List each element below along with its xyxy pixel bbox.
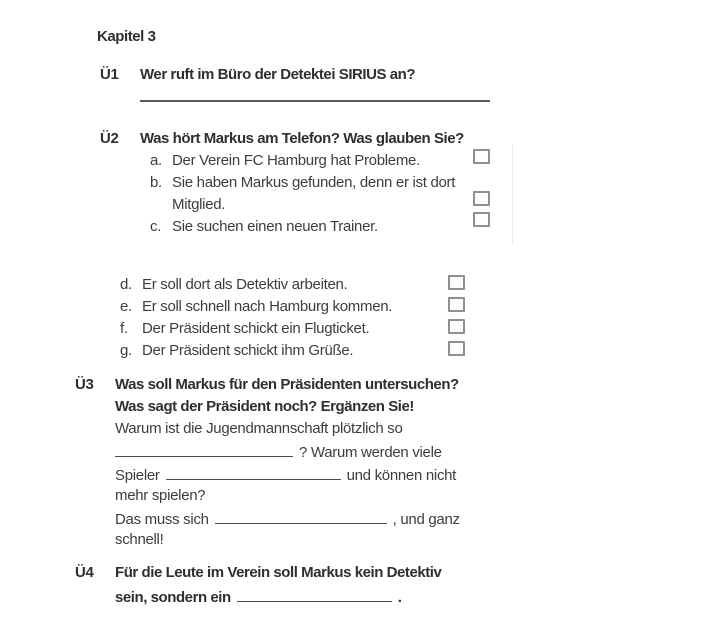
- u3-blank-3-suffix: , und ganz: [392, 511, 460, 528]
- option-e-text: Er soll schnell nach Hamburg kommen.: [142, 298, 393, 315]
- exercise-u4-label: Ü4: [75, 564, 94, 581]
- u3-text-line1: Warum ist die Jugendmannschaft plötzlich so: [115, 420, 403, 437]
- option-b-row: [150, 175, 455, 191]
- u3-blank-3[interactable]: [215, 510, 387, 524]
- exercise-u3-question-line2: Was sagt der Präsident noch? Ergänzen Sie!: [115, 398, 414, 415]
- checkbox-option-g[interactable]: [448, 341, 465, 356]
- u3-blank-1-suffix: ? Warum werden viele: [299, 444, 442, 461]
- option-a-letter: a.: [150, 152, 162, 169]
- checkbox-option-b[interactable]: [473, 191, 490, 206]
- u4-blank-suffix: .: [397, 589, 402, 606]
- u4-blank-prefix: sein, sondern ein: [115, 589, 231, 606]
- checkbox-option-a[interactable]: [473, 149, 490, 164]
- u1-answer-line[interactable]: [140, 100, 490, 102]
- exercise-u1-question: Wer ruft im Büro der Detektei SIRIUS an?: [140, 66, 416, 83]
- u3-fill-line3: [115, 510, 460, 528]
- option-f-row: [120, 321, 369, 337]
- exercise-u3-label: Ü3: [75, 376, 94, 393]
- u3-blank-2-prefix: Spieler: [115, 467, 160, 484]
- option-f-text: Der Präsident schickt ein Flugticket.: [142, 320, 370, 337]
- u3-text-line3: schnell!: [115, 531, 164, 548]
- u4-blank[interactable]: [237, 588, 392, 602]
- scan-artifact-line: [512, 145, 513, 245]
- checkbox-option-f[interactable]: [448, 319, 465, 334]
- chapter-title: Kapitel 3: [97, 28, 156, 45]
- exercise-u4-text-line1: Für die Leute im Verein soll Markus kein Detektiv: [115, 564, 442, 581]
- u3-fill-line1: [115, 443, 442, 461]
- option-b-text: Sie haben Markus gefunden, denn er ist dort: [172, 174, 456, 191]
- u3-blank-3-prefix: Das muss sich: [115, 511, 209, 528]
- option-a-row: [150, 153, 420, 169]
- exercise-u3-question-line1: Was soll Markus für den Präsidenten untersuchen?: [115, 376, 459, 393]
- exercise-u2-question: Was hört Markus am Telefon? Was glauben Sie?: [140, 130, 464, 147]
- option-f-letter: f.: [120, 320, 128, 337]
- u3-blank-2-suffix: und können nicht: [346, 467, 457, 484]
- u3-blank-1[interactable]: [115, 443, 293, 457]
- option-g-text: Der Präsident schickt ihm Grüße.: [142, 342, 354, 359]
- option-g-letter: g.: [120, 342, 132, 359]
- option-d-letter: d.: [120, 276, 132, 293]
- checkbox-option-d[interactable]: [448, 275, 465, 290]
- option-e-row: [120, 299, 392, 315]
- option-e-letter: e.: [120, 298, 132, 315]
- checkbox-option-c[interactable]: [473, 212, 490, 227]
- option-c-letter: c.: [150, 218, 162, 235]
- u4-fill-line: [115, 588, 401, 606]
- option-b-letter: b.: [150, 174, 162, 191]
- option-a-text: Der Verein FC Hamburg hat Probleme.: [172, 152, 420, 169]
- option-g-row: [120, 343, 353, 359]
- u3-blank-2[interactable]: [166, 466, 341, 480]
- option-d-text: Er soll dort als Detektiv arbeiten.: [142, 276, 348, 293]
- exercise-u1-label: Ü1: [100, 66, 119, 83]
- option-b-text-line2: Mitglied.: [172, 196, 226, 213]
- option-c-row: [150, 219, 378, 235]
- u3-text-line2: mehr spielen?: [115, 487, 206, 504]
- option-c-text: Sie suchen einen neuen Trainer.: [172, 218, 378, 235]
- exercise-u2-label: Ü2: [100, 130, 119, 147]
- option-d-row: [120, 277, 347, 293]
- u3-fill-line2: [115, 466, 456, 484]
- checkbox-option-e[interactable]: [448, 297, 465, 312]
